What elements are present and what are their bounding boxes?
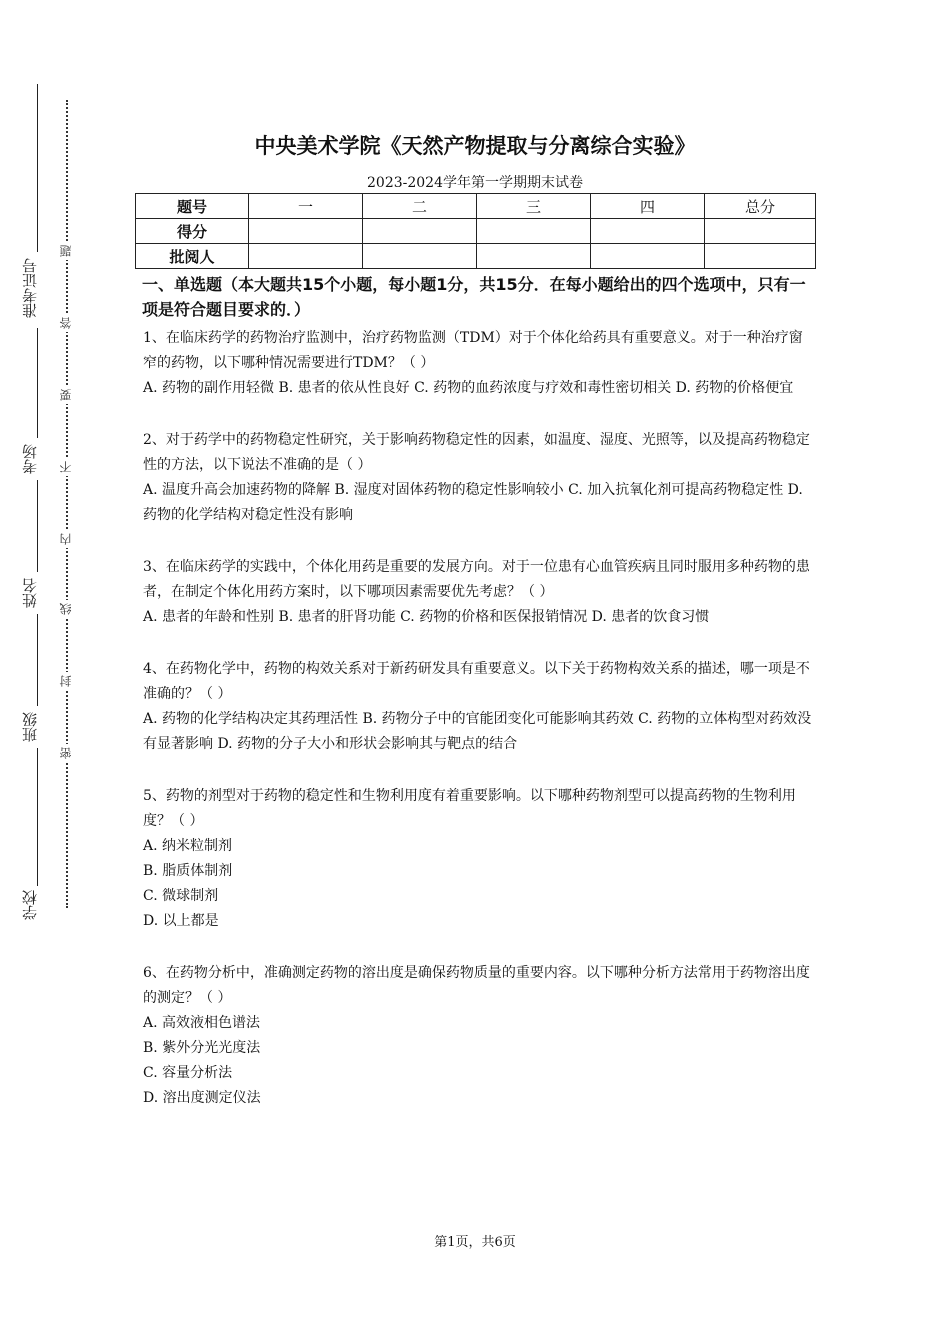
score-cell[interactable] <box>705 244 816 269</box>
question-option: D. 以上都是 <box>143 913 219 929</box>
binding-field-school: 学校 <box>21 890 39 920</box>
page-number: 第1页，共6页 <box>434 1235 516 1250</box>
question-stem: 1、在临床药学的药物治疗监测中，治疗药物监测（TDM）对于个体化给药具有重要意义。对于一种治疗窗窄的药物，以下哪种情况需要进行TDM？（ ） <box>143 330 803 371</box>
score-cell[interactable] <box>249 219 363 244</box>
seal-char: 内 <box>58 530 74 548</box>
binding-line <box>37 614 38 706</box>
question-options: A. 温度升高会加速药物的降解 B. 湿度对固体药物的稳定性影响较小 C. 加入抗氧化剂可提高药物稳定性 D. 药物的化学结构对稳定性没有影响 <box>143 482 803 523</box>
seal-char: 题 <box>58 242 74 260</box>
binding-line <box>37 480 38 572</box>
question-stem: 6、在药物分析中，准确测定药物的溶出度是确保药物质量的重要内容。以下哪种分析方法常用于药物溶出度的测定？（ ） <box>143 965 810 1006</box>
score-table-header: 题号 <box>136 194 249 219</box>
section-heading: 一、单选题（本大题共15个小题，每小题1分，共15分．在每小题给出的四个选项中，只有一项是符合题目要求的．） <box>142 275 806 319</box>
score-table-header-row <box>136 194 816 219</box>
question-options: A. 患者的年龄和性别 B. 患者的肝肾功能 C. 药物的价格和医保报销情况 D. 患者的饮食习惯 <box>143 609 710 625</box>
score-table-header: 四 <box>591 194 705 219</box>
question-stem: 2、对于药学中的药物稳定性研究，关于影响药物稳定性的因素，如温度、湿度、光照等，以及提高药物稳定性的方法，以下说法不准确的是（ ） <box>143 432 810 473</box>
question-option: B. 紫外分光光度法 <box>143 1040 261 1056</box>
score-table <box>135 193 816 269</box>
score-cell[interactable] <box>705 219 816 244</box>
score-row-label: 批阅人 <box>136 244 249 269</box>
seal-char: 封 <box>58 672 74 690</box>
question-stem: 3、在临床药学的实践中，个体化用药是重要的发展方向。对于一位患有心血管疾病且同时服用多种药物的患者，在制定个体化用药方案时，以下哪项因素需要优先考虑？（ ） <box>143 559 810 600</box>
score-cell[interactable] <box>249 244 363 269</box>
question-options: A. 药物的化学结构决定其药理活性 B. 药物分子中的官能团变化可能影响其药效 C. 药物的立体构型对药效没有显著影响 D. 药物的分子大小和形状会影响其与靶点的结合 <box>143 711 812 752</box>
question-6 <box>143 961 813 1111</box>
question-2 <box>143 428 813 528</box>
exam-content <box>143 272 813 1111</box>
binding-field-name: 姓名 <box>21 578 39 608</box>
seal-char: 线 <box>58 600 74 618</box>
binding-field-exam-room: 考场 <box>21 444 39 474</box>
score-row-label: 得分 <box>136 219 249 244</box>
score-table-row <box>136 244 816 269</box>
score-cell[interactable] <box>363 244 477 269</box>
score-cell[interactable] <box>477 219 591 244</box>
score-table-header: 一 <box>249 194 363 219</box>
score-table-row <box>136 219 816 244</box>
question-option: C. 微球制剂 <box>143 888 219 904</box>
score-cell[interactable] <box>591 244 705 269</box>
exam-title: 中央美术学院《天然产物提取与分离综合实验》 <box>254 134 696 158</box>
seal-char: 密 <box>58 744 74 762</box>
question-stem: 4、在药物化学中，药物的构效关系对于新药研发具有重要意义。以下关于药物构效关系的描述，哪一项是不准确的？（ ） <box>143 661 810 702</box>
score-cell[interactable] <box>363 219 477 244</box>
seal-dotted-line <box>66 100 68 908</box>
binding-field-exam-id: 准考证号 <box>21 258 39 318</box>
score-cell[interactable] <box>477 244 591 269</box>
seal-char: 不 <box>58 458 74 476</box>
binding-line <box>37 748 38 886</box>
question-5 <box>143 784 813 934</box>
question-4 <box>143 657 813 757</box>
score-table-header: 三 <box>477 194 591 219</box>
question-1 <box>143 326 813 401</box>
question-options: A. 药物的副作用轻微 B. 患者的依从性良好 C. 药物的血药浓度与疗效和毒性密切相关 D. 药物的价格便宜 <box>143 380 794 396</box>
seal-char: 答 <box>58 314 74 332</box>
question-option: B. 脂质体制剂 <box>143 863 233 879</box>
question-option: A. 纳米粒制剂 <box>143 838 233 854</box>
question-stem: 5、药物的剂型对于药物的稳定性和生物利用度有着重要影响。以下哪种药物剂型可以提高药物的生物利用度？（ ） <box>143 788 796 829</box>
question-option: A. 高效液相色谱法 <box>143 1015 261 1031</box>
seal-char: 要 <box>58 386 74 404</box>
question-3 <box>143 555 813 630</box>
exam-subtitle: 2023-2024学年第一学期期末试卷 <box>367 175 583 191</box>
score-cell[interactable] <box>591 219 705 244</box>
binding-margin <box>0 0 90 1344</box>
score-table-header: 总分 <box>705 194 816 219</box>
question-option: C. 容量分析法 <box>143 1065 233 1081</box>
binding-line <box>37 328 38 438</box>
binding-line <box>37 84 38 252</box>
question-option: D. 溶出度测定仪法 <box>143 1090 261 1106</box>
binding-field-class: 班级 <box>21 712 39 742</box>
score-table-header: 二 <box>363 194 477 219</box>
